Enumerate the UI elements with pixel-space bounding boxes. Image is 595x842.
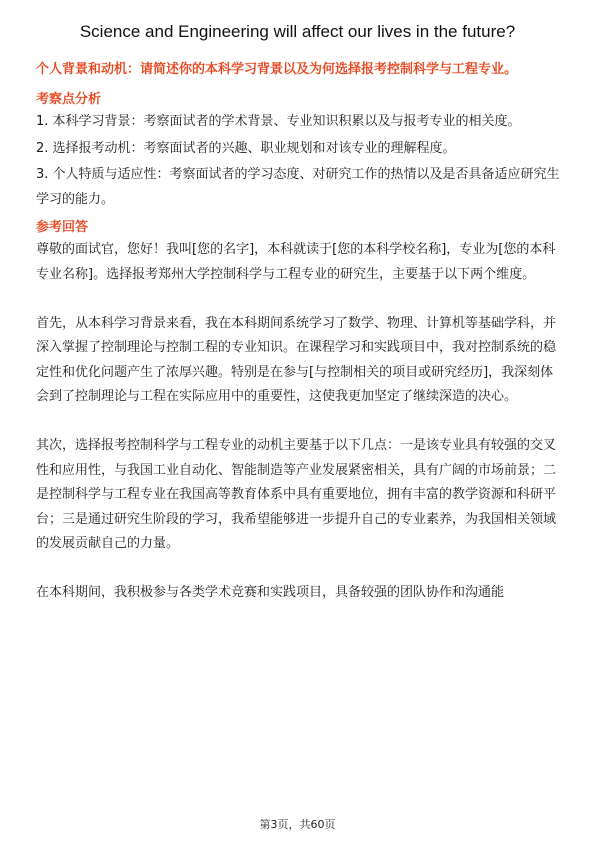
answer-heading: 参考回答 — [36, 220, 89, 236]
answer-paragraph: 尊敬的面试官，您好！我叫[您的名字]，本科就读于[您的本科学校名称]，专业为[您的本科专业名称]。选择报考郑州大学控制科学与工程专业的研究生，主要基于以下两个维度。 — [36, 242, 556, 282]
page-number: 第3页，共60页 — [259, 818, 336, 831]
analysis-heading: 考察点分析 — [36, 92, 102, 107]
analysis-item: 2. 选择报考动机：考察面试者的兴趣、职业规划和对该专业的理解程度。 — [36, 140, 456, 156]
answer-body — [36, 238, 561, 605]
analysis-item: 3. 个人特质与适应性：考察面试者的学习态度、对研究工作的热情以及是否具备适应研究生学习的能力。 — [36, 167, 560, 207]
answer-paragraph: 在本科期间，我积极参与各类学术竞赛和实践项目，具备较强的团队协作和沟通能 — [36, 584, 505, 600]
page-title: Science and Engineering will affect our lives in the future? — [79, 22, 516, 41]
question-heading: 个人背景和动机：请简述你的本科学习背景以及为何选择报考控制科学与工程专业。 — [36, 62, 518, 77]
answer-paragraph: 首先，从本科学习背景来看，我在本科期间系统学习了数学、物理、计算机等基础学科，并深入掌握了控制理论与控制工程的专业知识。在课程学习和实践项目中，我对控制系统的稳定性和优化问题产生了浓厚兴趣。特别是在参与[与控制相关的项目或研究经历]，我深刻体会到了控制理论与工程在实际应用中的重要性，这使我更加坚定了继续深造的决心。 — [36, 315, 557, 405]
analysis-item: 1. 本科学习背景：考察面试者的学术背景、专业知识积累以及与报考专业的相关度。 — [36, 114, 521, 129]
analysis-list — [36, 110, 561, 212]
answer-paragraph: 其次，选择报考控制科学与工程专业的动机主要基于以下几点：一是该专业具有较强的交叉性和应用性，与我国工业自动化、智能制造等产业发展紧密相关，具有广阔的市场前景；二是控制科学与工程专业在我国高等教育体系中具有重要地位，拥有丰富的教学资源和科研平台；三是通过研究生阶段的学习，我希望能够进一步提升自己的专业素养，为我国相关领域的发展贡献自己的力量。 — [36, 437, 557, 552]
document-body — [36, 62, 561, 630]
